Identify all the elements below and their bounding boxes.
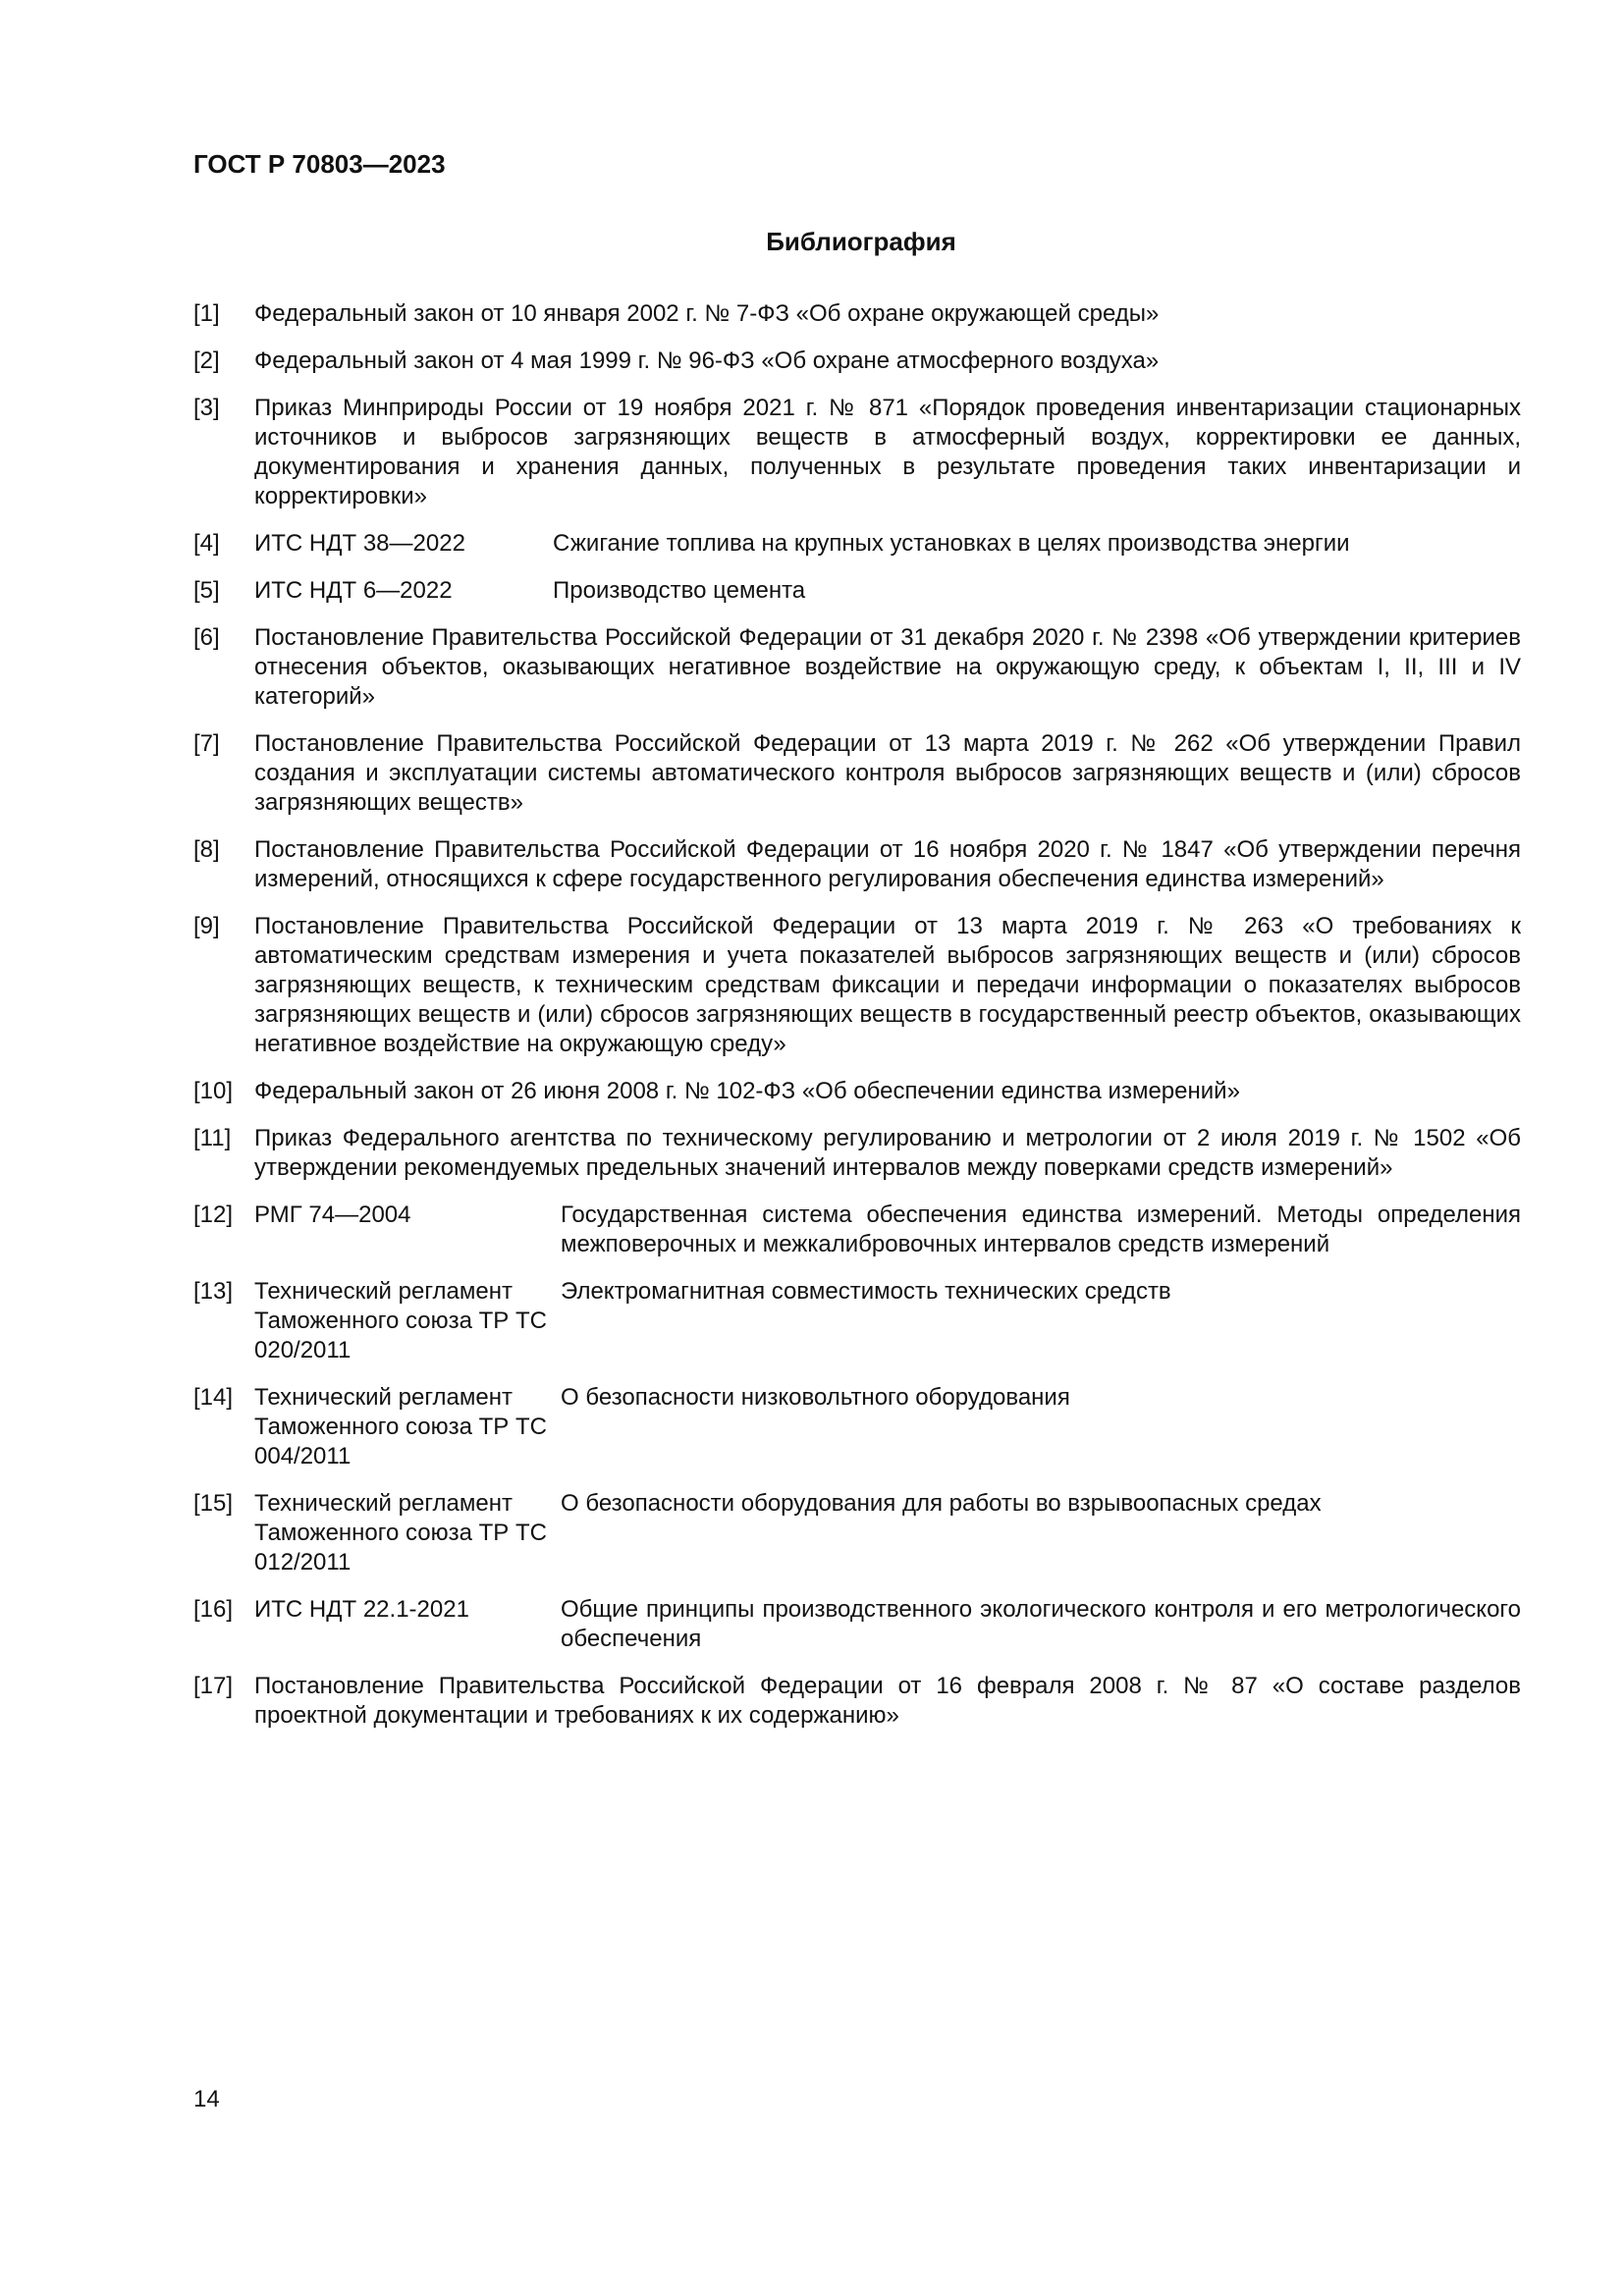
bibliography-entry-14 bbox=[193, 1383, 1521, 1471]
entry-document-title: Сжигание топлива на крупных установках в целях производства энергии bbox=[553, 530, 1350, 557]
bibliography-list bbox=[193, 299, 1521, 1748]
bibliography-entry-1 bbox=[193, 299, 1521, 329]
bibliography-entry-12 bbox=[193, 1201, 1521, 1259]
entry-text: Постановление Правительства Российской Федерации от 13 марта 2019 г. № 263 «О требованиях к автоматическим средствам измерения и учета показателей выбросов загрязняющих веществ и (или) сбросов загрязняющих веществ, к техническим средствам фиксации и передачи информации о показателях выбросов загрязняющих веществ и (или) сбросов загрязняющих веществ в государственный реестр объектов, оказывающих негативное воздействие на окружающую среду» bbox=[254, 913, 1521, 1057]
entry-document-code: РМГ 74—2004 bbox=[254, 1201, 411, 1228]
bibliography-entry-7 bbox=[193, 729, 1521, 818]
entry-number: [6] bbox=[193, 624, 220, 651]
entry-number: [3] bbox=[193, 395, 220, 421]
entry-text: Приказ Федерального агентства по техническому регулированию и метрологии от 2 июля 2019 г. № 1502 «Об утверждении рекомендуемых предельных значений интервалов между поверками средств измерений» bbox=[254, 1125, 1521, 1181]
entry-document-title: Электромагнитная совместимость технических средств bbox=[561, 1278, 1171, 1305]
entry-text: Постановление Правительства Российской Федерации от 16 февраля 2008 г. № 87 «О составе разделов проектной документации и требованиях к их содержанию» bbox=[254, 1673, 1521, 1729]
entry-document-title: Общие принципы производственного экологического контроля и его метрологического обеспечения bbox=[561, 1596, 1521, 1652]
entry-number: [16] bbox=[193, 1596, 234, 1623]
bibliography-entry-13 bbox=[193, 1277, 1521, 1365]
entry-number: [12] bbox=[193, 1201, 234, 1228]
entry-number: [7] bbox=[193, 730, 220, 757]
entry-document-code: Технический регламент Таможенного союза ТР ТС 004/2011 bbox=[254, 1384, 547, 1469]
entry-text: Федеральный закон от 26 июня 2008 г. № 102-ФЗ «Об обеспечении единства измерений» bbox=[254, 1078, 1240, 1104]
entry-number: [14] bbox=[193, 1384, 234, 1411]
bibliography-entry-11 bbox=[193, 1124, 1521, 1183]
page-number: 14 bbox=[193, 2086, 220, 2112]
bibliography-entry-9 bbox=[193, 912, 1521, 1059]
entry-document-title: Государственная система обеспечения единства измерений. Методы определения межповерочных и межкалибровочных интервалов средств измерений bbox=[561, 1201, 1521, 1257]
entry-text: Постановление Правительства Российской Федерации от 31 декабря 2020 г. № 2398 «Об утверждении критериев отнесения объектов, оказывающих негативное воздействие на окружающую среду, к объектам I, II, III и IV категорий» bbox=[254, 624, 1521, 710]
entry-document-title: Производство цемента bbox=[553, 577, 806, 604]
entry-document-code: ИТС НДТ 6—2022 bbox=[254, 577, 453, 604]
bibliography-entry-10 bbox=[193, 1077, 1521, 1106]
bibliography-entry-5 bbox=[193, 576, 1521, 606]
entry-document-title: О безопасности оборудования для работы во взрывоопасных средах bbox=[561, 1490, 1322, 1517]
bibliography-entry-15 bbox=[193, 1489, 1521, 1577]
entry-number: [5] bbox=[193, 577, 220, 604]
bibliography-entry-2 bbox=[193, 347, 1521, 376]
entry-document-title: О безопасности низковольтного оборудования bbox=[561, 1384, 1070, 1411]
entry-document-code: Технический регламент Таможенного союза ТР ТС 012/2011 bbox=[254, 1490, 547, 1575]
entry-text: Приказ Минприроды России от 19 ноября 2021 г. № 871 «Порядок проведения инвентаризации стационарных источников и выбросов загрязняющих веществ в атмосферный воздух, корректировки ее данных, документирования и хранения данных, полученных в результате проведения таких инвентаризации и корректировки» bbox=[254, 395, 1521, 509]
entry-number: [2] bbox=[193, 347, 220, 374]
bibliography-entry-4 bbox=[193, 529, 1521, 559]
entry-text: Постановление Правительства Российской Федерации от 16 ноября 2020 г. № 1847 «Об утверждении перечня измерений, относящихся к сфере государственного регулирования обеспечения единства измерений» bbox=[254, 836, 1521, 892]
entry-number: [15] bbox=[193, 1490, 234, 1517]
entry-number: [4] bbox=[193, 530, 220, 557]
entry-text: Федеральный закон от 4 мая 1999 г. № 96-ФЗ «Об охране атмосферного воздуха» bbox=[254, 347, 1160, 374]
entry-number: [8] bbox=[193, 836, 220, 863]
entry-number: [10] bbox=[193, 1078, 234, 1104]
bibliography-entry-8 bbox=[193, 835, 1521, 894]
bibliography-entry-6 bbox=[193, 623, 1521, 712]
entry-number: [1] bbox=[193, 300, 220, 327]
document-header: ГОСТ Р 70803—2023 bbox=[193, 149, 446, 179]
entry-document-code: ИТС НДТ 38—2022 bbox=[254, 530, 465, 557]
entry-number: [17] bbox=[193, 1673, 234, 1699]
entry-text: Постановление Правительства Российской Федерации от 13 марта 2019 г. № 262 «Об утверждении Правил создания и эксплуатации системы автоматического контроля выбросов загрязняющих веществ и (или) сбросов загрязняющих веществ» bbox=[254, 730, 1521, 816]
entry-document-code: Технический регламент Таможенного союза ТР ТС 020/2011 bbox=[254, 1278, 547, 1363]
bibliography-entry-3 bbox=[193, 394, 1521, 511]
bibliography-entry-17 bbox=[193, 1672, 1521, 1731]
entry-document-code: ИТС НДТ 22.1-2021 bbox=[254, 1596, 469, 1623]
entry-number: [13] bbox=[193, 1278, 234, 1305]
entry-text: Федеральный закон от 10 января 2002 г. № 7-ФЗ «Об охране окружающей среды» bbox=[254, 300, 1160, 327]
entry-number: [9] bbox=[193, 913, 220, 939]
page-title: Библиография bbox=[766, 227, 956, 256]
bibliography-entry-16 bbox=[193, 1595, 1521, 1654]
entry-number: [11] bbox=[193, 1125, 232, 1151]
